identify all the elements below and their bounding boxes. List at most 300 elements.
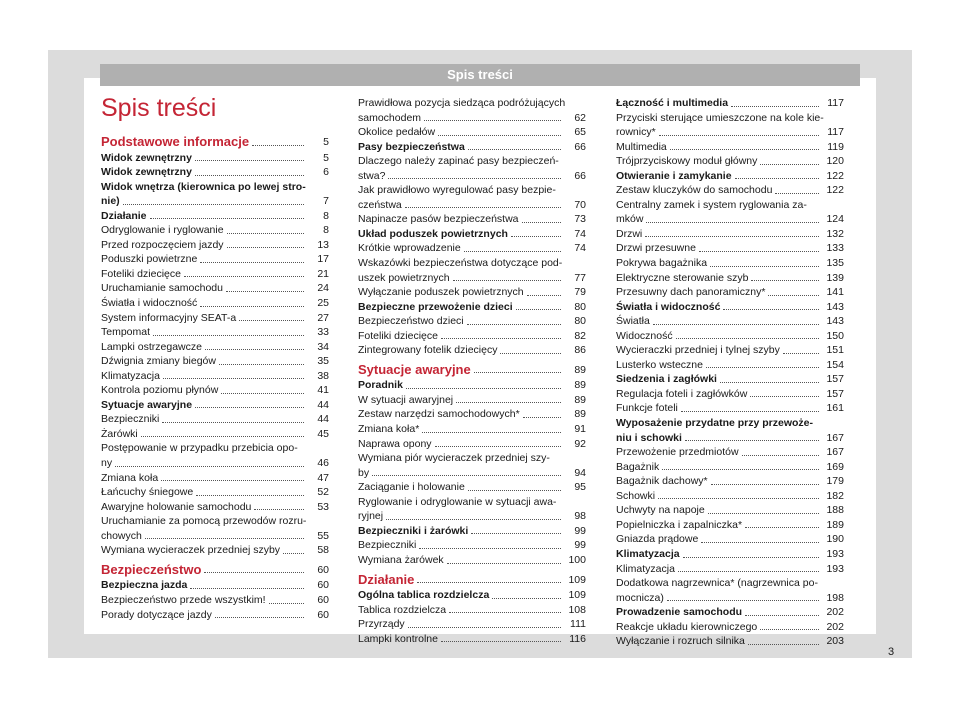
dot-leader: [184, 276, 304, 277]
dot-leader: [227, 233, 304, 234]
toc-entry-line: [358, 169, 586, 184]
dot-leader: [720, 382, 819, 383]
dot-leader: [522, 222, 561, 223]
toc-entry[interactable]: [101, 252, 329, 267]
toc-entry[interactable]: [101, 383, 329, 398]
toc-entry[interactable]: [101, 238, 329, 253]
dot-leader: [474, 372, 561, 373]
toc-entry[interactable]: [358, 632, 586, 647]
toc-entry[interactable]: [101, 180, 329, 209]
toc-page-number: 100: [568, 553, 586, 566]
toc-entry-title: Podstawowe informacje: [101, 134, 250, 149]
toc-entry[interactable]: [358, 495, 586, 524]
toc-entry-title: Postępowanie w przypadku przebicia opo-: [101, 442, 298, 455]
toc-entry-title: Naprawa opony: [358, 437, 432, 450]
toc-entry[interactable]: [358, 241, 586, 256]
toc-entry[interactable]: [358, 480, 586, 495]
toc-section-heading[interactable]: [101, 563, 329, 578]
dot-leader: [195, 175, 304, 176]
dot-leader: [748, 644, 819, 645]
toc-entry[interactable]: [616, 576, 844, 605]
toc-page-number: 143: [826, 315, 844, 328]
dot-leader: [441, 641, 561, 642]
toc-entry[interactable]: [616, 343, 844, 358]
toc-page-number: 117: [827, 97, 844, 109]
toc-entry[interactable]: [616, 503, 844, 518]
toc-entry-title: Napinacze pasów bezpieczeństwa: [358, 213, 519, 226]
toc-entry-line: [616, 125, 844, 140]
toc-entry[interactable]: [616, 518, 844, 533]
dot-leader: [196, 495, 304, 496]
toc-page-number: 133: [826, 242, 844, 255]
toc-page-number: 202: [826, 606, 844, 619]
toc-page-number: 193: [826, 547, 844, 560]
toc-entry[interactable]: [101, 485, 329, 500]
toc-entry-title: Klimatyzacja: [616, 547, 680, 560]
toc-page-number: 139: [826, 271, 844, 284]
toc-entry[interactable]: [101, 209, 329, 224]
toc-entry-title: Światła i widoczność: [101, 297, 198, 310]
dot-leader: [701, 542, 819, 543]
dot-leader: [708, 513, 819, 514]
dot-leader: [659, 135, 819, 136]
toc-entry[interactable]: [358, 393, 586, 408]
dot-leader: [456, 402, 561, 403]
dot-leader: [468, 149, 561, 150]
toc-page-number: 117: [827, 126, 844, 139]
toc-entry[interactable]: [101, 151, 329, 166]
toc-entry[interactable]: [358, 553, 586, 568]
toc-entry-title: Przed rozpoczęciem jazdy: [101, 238, 224, 251]
toc-entry[interactable]: [616, 198, 844, 227]
dot-leader: [219, 364, 304, 365]
toc-entry[interactable]: [616, 401, 844, 416]
toc-entry[interactable]: [358, 285, 586, 300]
toc-entry[interactable]: [616, 300, 844, 315]
toc-page-number: 66: [574, 169, 586, 182]
dot-leader: [678, 571, 819, 572]
dot-leader: [670, 149, 819, 150]
toc-page-number: 60: [317, 608, 329, 621]
toc-entry[interactable]: [616, 416, 844, 445]
toc-entry[interactable]: [616, 241, 844, 256]
toc-entry[interactable]: [616, 140, 844, 155]
toc-entry[interactable]: [101, 165, 329, 180]
dot-leader: [731, 106, 819, 107]
toc-entry-title-continued: rownicy*: [616, 126, 656, 139]
toc-page-number: 122: [826, 169, 844, 182]
toc-page-number: 47: [317, 471, 329, 484]
toc-entry[interactable]: [358, 378, 586, 393]
dot-leader: [163, 378, 304, 379]
toc-entry-title-continued: stwa?: [358, 169, 386, 182]
toc-entry-title: Krótkie wprowadzenie: [358, 242, 461, 255]
toc-entry[interactable]: [358, 329, 586, 344]
toc-entry[interactable]: [616, 372, 844, 387]
toc-entry-title: Zmiana koła*: [358, 423, 420, 436]
toc-entry-title: W sytuacji awaryjnej: [358, 393, 454, 406]
toc-entry[interactable]: [616, 285, 844, 300]
toc-page-number: 99: [574, 524, 586, 537]
toc-entry[interactable]: [616, 314, 844, 329]
dot-leader: [441, 338, 561, 339]
toc-entry-title: Uchwyty na napoje: [616, 504, 705, 517]
toc-entry[interactable]: [616, 227, 844, 242]
toc-entry[interactable]: [358, 524, 586, 539]
toc-entry[interactable]: [616, 256, 844, 271]
dot-leader: [195, 160, 304, 161]
toc-entry[interactable]: [616, 605, 844, 620]
dot-leader: [516, 309, 561, 310]
toc-page-number: 161: [826, 402, 844, 415]
toc-entry-line: [358, 271, 586, 286]
dot-leader: [422, 432, 561, 433]
dot-leader: [667, 600, 819, 601]
toc-page-number: 167: [826, 431, 844, 444]
toc-entry[interactable]: [616, 96, 844, 111]
toc-entry-title: Uruchamianie za pomocą przewodów rozru-: [101, 515, 307, 528]
toc-entry-title: System informacyjny SEAT-a: [101, 311, 237, 324]
toc-entry-title: Tempomat: [101, 326, 151, 339]
toc-entry-title: Jak prawidłowo wyregulować pasy bezpie-: [358, 184, 556, 197]
toc-entry-title: Klimatyzacja: [616, 562, 675, 575]
toc-entry[interactable]: [101, 281, 329, 296]
toc-page-number: 45: [317, 427, 329, 440]
toc-page-number: 141: [826, 286, 844, 299]
toc-column-2: [358, 96, 586, 646]
dot-leader: [190, 588, 304, 589]
toc-entry-title: Sytuacje awaryjne: [101, 398, 193, 411]
toc-entry-title: Schowki: [616, 489, 656, 502]
toc-entry-title: Poradnik: [358, 379, 403, 392]
toc-entry-title: Odryglowanie i ryglowanie: [101, 224, 224, 237]
toc-entry-line: [101, 194, 329, 209]
dot-leader: [653, 324, 819, 325]
toc-page-number: 24: [317, 282, 329, 295]
toc-page-number: 62: [574, 111, 586, 124]
toc-page-number: 190: [826, 533, 844, 546]
toc-entry[interactable]: [358, 183, 586, 212]
toc-entry[interactable]: [616, 460, 844, 475]
toc-entry-title: Zintegrowany fotelik dziecięcy: [358, 344, 498, 357]
toc-entry[interactable]: [358, 227, 586, 242]
toc-entry-title: Bezpieczeństwo przede wszystkim!: [101, 593, 266, 606]
toc-entry[interactable]: [616, 532, 844, 547]
toc-entry-line: [358, 111, 586, 126]
toc-page-number: 189: [826, 518, 844, 531]
toc-entry[interactable]: [101, 223, 329, 238]
toc-entry[interactable]: [101, 398, 329, 413]
toc-entry[interactable]: [358, 300, 586, 315]
toc-entry-title: Funkcje foteli: [616, 402, 678, 415]
toc-entry[interactable]: [358, 343, 586, 358]
toc-entry-title-continued: chowych: [101, 529, 142, 542]
toc-entry-title: Przesuwny dach panoramiczny*: [616, 286, 766, 299]
toc-entry[interactable]: [101, 441, 329, 470]
toc-page-number: 169: [826, 460, 844, 473]
toc-page-number: 124: [826, 213, 844, 226]
toc-page-number: 73: [574, 213, 586, 226]
toc-page-number: 77: [574, 271, 586, 284]
dot-leader: [492, 598, 561, 599]
toc-entry-title: Bagażnik dachowy*: [616, 475, 708, 488]
dot-leader: [468, 490, 561, 491]
toc-entry[interactable]: [358, 451, 586, 480]
toc-page-number: 198: [826, 591, 844, 604]
toc-entry-title: Okolice pedałów: [358, 126, 436, 139]
toc-page-number: 27: [317, 311, 329, 324]
toc-entry[interactable]: [101, 325, 329, 340]
toc-page-number: 34: [317, 340, 329, 353]
toc-entry-title: Sytuacje awaryjne: [358, 361, 471, 377]
dot-leader: [471, 533, 561, 534]
toc-entry[interactable]: [101, 340, 329, 355]
header-bar: Spis treści: [100, 64, 860, 86]
toc-entry[interactable]: [101, 296, 329, 311]
toc-entry[interactable]: [358, 603, 586, 618]
toc-page-number: 108: [568, 603, 586, 616]
toc-entry-title: Widoczność: [616, 329, 673, 342]
toc-entry-title: Poduszki powietrzne: [101, 253, 198, 266]
dot-leader: [388, 178, 561, 179]
toc-entry-title-continued: ryjnej: [358, 510, 384, 523]
toc-entry-title: Przyciski sterujące umieszczone na kole kie-: [616, 111, 824, 124]
dot-leader: [711, 484, 819, 485]
toc-entry[interactable]: [616, 329, 844, 344]
toc-entry[interactable]: [616, 445, 844, 460]
dot-leader: [435, 446, 561, 447]
toc-entry[interactable]: [101, 427, 329, 442]
toc-page-number: 17: [317, 253, 329, 266]
dot-leader: [227, 247, 304, 248]
toc-entry[interactable]: [358, 212, 586, 227]
toc-entry-title: Gniazda prądowe: [616, 533, 699, 546]
toc-entry-title: Bezpieczniki i żarówki: [358, 524, 469, 537]
dot-leader: [662, 469, 819, 470]
dot-leader: [386, 519, 561, 520]
toc-entry-title: Zestaw narzędzi samochodowych*: [358, 408, 520, 421]
toc-entry-line: [616, 591, 844, 606]
toc-page-number: 60: [317, 593, 329, 606]
toc-page-number: 7: [323, 195, 329, 208]
toc-entry-title: Regulacja foteli i zagłówków: [616, 387, 748, 400]
toc-entry[interactable]: [616, 562, 844, 577]
toc-entry[interactable]: [616, 620, 844, 635]
toc-entry[interactable]: [101, 267, 329, 282]
toc-entry[interactable]: [358, 96, 586, 125]
toc-page-number: 157: [826, 373, 844, 386]
dot-leader: [408, 627, 561, 628]
toc-page-number: 80: [574, 300, 586, 313]
toc-page-number: 25: [317, 297, 329, 310]
toc-entry-title: Pokrywa bagażnika: [616, 257, 708, 270]
dot-leader: [745, 527, 819, 528]
toc-entry-title: Bezpieczne przewożenie dzieci: [358, 300, 513, 313]
toc-entry-line: [616, 431, 844, 446]
toc-entry-title: Lampki ostrzegawcze: [101, 340, 202, 353]
toc-entry-title: Światła: [616, 315, 650, 328]
toc-entry-title: Zestaw kluczyków do samochodu: [616, 184, 773, 197]
toc-page-number: 5: [323, 136, 329, 148]
toc-entry-title-continued: nie): [101, 195, 120, 208]
toc-entry-title: Centralny zamek i system ryglowania za-: [616, 198, 807, 211]
toc-entry-title: Zaciąganie i holowanie: [358, 481, 465, 494]
toc-page-number: 44: [317, 398, 329, 411]
toc-page-number: 13: [317, 238, 329, 251]
toc-page-number: 99: [574, 539, 586, 552]
toc-entry-title: Bezpieczniki: [358, 539, 417, 552]
toc-entry-title: Lusterko wsteczne: [616, 358, 703, 371]
toc-page-number: 82: [574, 329, 586, 342]
toc-entry-title: Wymiana piór wycieraczek przedniej szy-: [358, 452, 550, 465]
toc-page-number: 116: [569, 632, 586, 645]
toc-entry[interactable]: [101, 608, 329, 623]
toc-entry-title: Wskazówki bezpieczeństwa dotyczące pod-: [358, 257, 563, 270]
toc-entry-title: Dlaczego należy zapinać pasy bezpieczeń-: [358, 155, 559, 168]
toc-entry[interactable]: [358, 256, 586, 285]
toc-page-number: 203: [826, 635, 844, 648]
toc-page-number: 202: [826, 620, 844, 633]
toc-entry[interactable]: [101, 412, 329, 427]
toc-column-3: [616, 96, 844, 649]
toc-entry[interactable]: [616, 474, 844, 489]
toc-page-number: 132: [826, 227, 844, 240]
toc-entry-title: Lampki kontrolne: [358, 632, 438, 645]
toc-entry[interactable]: [358, 154, 586, 183]
toc-section-heading[interactable]: [358, 573, 586, 588]
toc-entry-title: Bezpieczna jazda: [101, 579, 188, 592]
toc-page-number: 65: [574, 126, 586, 139]
toc-entry-title: Wymiana żarówek: [358, 553, 444, 566]
toc-entry-title: Wyłączanie poduszek powietrznych: [358, 286, 524, 299]
toc-entry-title: Bezpieczeństwo dzieci: [358, 315, 464, 328]
toc-entry[interactable]: [616, 154, 844, 169]
toc-entry-title: Dźwignia zmiany biegów: [101, 355, 216, 368]
toc-entry-title: Elektryczne sterowanie szyb: [616, 271, 749, 284]
toc-section-heading[interactable]: [358, 363, 586, 378]
toc-entry[interactable]: [101, 354, 329, 369]
toc-entry-title: Widok wnętrza (kierownica po lewej stro-: [101, 180, 306, 193]
toc-entry-title: Bagażnik: [616, 460, 660, 473]
toc-entry-title-continued: mocnicza): [616, 591, 664, 604]
dot-leader: [269, 603, 304, 604]
toc-entry[interactable]: [616, 358, 844, 373]
toc-entry-title: Ryglowanie i odryglowanie w sytuacji awa-: [358, 495, 557, 508]
toc-entry[interactable]: [358, 314, 586, 329]
toc-entry[interactable]: [616, 489, 844, 504]
dot-leader: [205, 349, 304, 350]
toc-entry[interactable]: [616, 387, 844, 402]
dot-leader: [523, 417, 561, 418]
toc-entry[interactable]: [616, 547, 844, 562]
dot-leader: [511, 236, 561, 237]
toc-page-number: 79: [574, 286, 586, 299]
dot-leader: [464, 251, 561, 252]
toc-entry-title: Drzwi: [616, 227, 643, 240]
toc-page-number: 109: [568, 573, 586, 586]
dot-leader: [735, 178, 819, 179]
dot-leader: [723, 309, 819, 310]
dot-leader: [645, 236, 819, 237]
toc-page-number: 94: [574, 466, 586, 479]
toc-entry[interactable]: [616, 634, 844, 649]
toc-entry-title: Łączność i multimedia: [616, 97, 729, 109]
toc-page-number: 182: [826, 489, 844, 502]
toc-entry[interactable]: [101, 311, 329, 326]
toc-entry[interactable]: [101, 471, 329, 486]
toc-entry[interactable]: [101, 543, 329, 558]
toc-page-number: 92: [574, 437, 586, 450]
toc-entry-title-continued: niu i schowki: [616, 431, 682, 444]
toc-entry[interactable]: [616, 111, 844, 140]
toc-entry[interactable]: [358, 538, 586, 553]
toc-entry-title: Reakcje układu kierowniczego: [616, 620, 758, 633]
toc-page-number: 179: [826, 475, 844, 488]
toc-entry-title: Siedzenia i zagłówki: [616, 373, 717, 386]
toc-page-number: 21: [317, 267, 329, 280]
toc-entry-title: Kontrola poziomu płynów: [101, 384, 219, 397]
toc-entry[interactable]: [358, 140, 586, 155]
toc-page-number: 60: [317, 579, 329, 592]
toc-entry-line: [358, 466, 586, 481]
toc-page-number: 41: [317, 384, 329, 397]
toc-entry[interactable]: [101, 514, 329, 543]
toc-entry[interactable]: [358, 588, 586, 603]
toc-section-heading[interactable]: [101, 135, 329, 150]
dot-leader: [760, 164, 819, 165]
toc-page-number: 80: [574, 315, 586, 328]
toc-page-number: 6: [323, 166, 329, 179]
toc-page-number: 151: [826, 344, 844, 357]
dot-leader: [449, 612, 561, 613]
toc-entry[interactable]: [101, 578, 329, 593]
toc-page-number: 98: [574, 510, 586, 523]
dot-leader: [676, 338, 819, 339]
toc-page-number: 143: [826, 300, 844, 313]
toc-entry-title: Widok zewnętrzny: [101, 151, 192, 164]
dot-leader: [745, 615, 819, 616]
dot-leader: [467, 324, 561, 325]
toc-entry[interactable]: [616, 169, 844, 184]
toc-entry[interactable]: [358, 422, 586, 437]
toc-page-number: 111: [570, 618, 586, 631]
dot-leader: [141, 436, 304, 437]
toc-entry[interactable]: [101, 500, 329, 515]
toc-entry[interactable]: [358, 125, 586, 140]
page-title: Spis treści: [101, 94, 217, 122]
toc-page-number: 55: [317, 529, 329, 542]
toc-entry-title: Prawidłowa pozycja siedząca podróżujących: [358, 97, 566, 109]
dot-leader: [681, 411, 819, 412]
toc-entry-line: [101, 456, 329, 471]
toc-entry[interactable]: [101, 593, 329, 608]
toc-entry-title: Tablica rozdzielcza: [358, 603, 447, 616]
toc-entry[interactable]: [616, 183, 844, 198]
toc-entry[interactable]: [358, 437, 586, 452]
toc-entry-title: Otwieranie i zamykanie: [616, 169, 732, 182]
toc-page-number: 5: [323, 151, 329, 164]
toc-page-number: 154: [826, 358, 844, 371]
toc-entry-title: Wyłączanie i rozruch silnika: [616, 635, 745, 648]
toc-entry[interactable]: [358, 407, 586, 422]
toc-entry[interactable]: [101, 369, 329, 384]
toc-entry-line: [358, 198, 586, 213]
toc-entry-title: Bezpieczniki: [101, 413, 160, 426]
toc-entry[interactable]: [358, 617, 586, 632]
toc-entry[interactable]: [616, 271, 844, 286]
toc-entry-title-continued: by: [358, 466, 370, 479]
dot-leader: [424, 120, 561, 121]
